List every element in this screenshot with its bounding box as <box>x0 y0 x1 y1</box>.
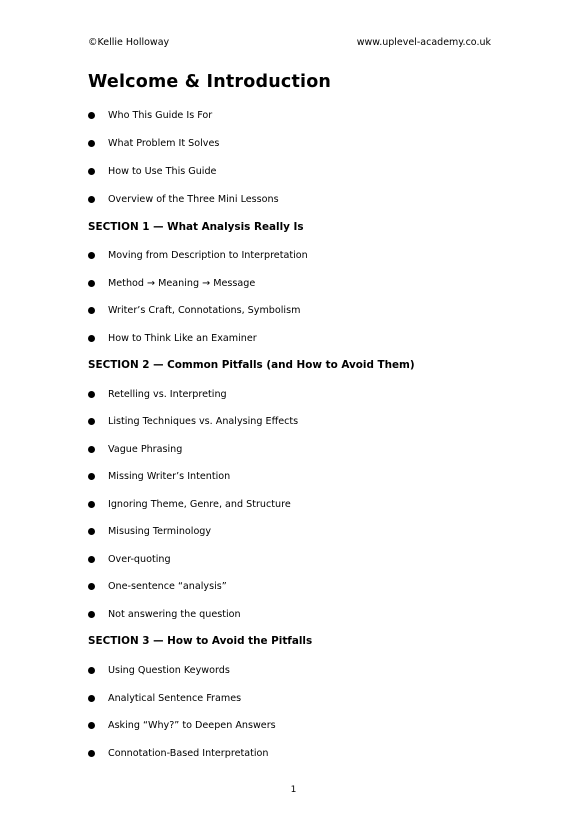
list-item-text: Writer’s Craft, Connotations, Symbolism <box>108 305 301 316</box>
list-item-text: Over-quoting <box>108 554 171 565</box>
list-item-text: Not answering the question <box>108 609 241 620</box>
section-2-heading: SECTION 2 — Common Pitfalls (and How to Avoid Them) <box>88 359 415 371</box>
list-item-text: Who This Guide Is For <box>108 110 213 121</box>
bullet-icon <box>88 252 95 259</box>
list-item-text: Ignoring Theme, Genre, and Structure <box>108 499 291 510</box>
list-item-text: Analytical Sentence Frames <box>108 693 242 704</box>
bullet-icon <box>88 667 95 674</box>
bullet-icon <box>88 418 95 425</box>
list-item-text: Connotation-Based Interpretation <box>108 748 269 759</box>
bullet-icon <box>88 307 95 314</box>
header-website: www.uplevel-academy.co.uk <box>356 37 491 48</box>
list-item-text: One-sentence “analysis” <box>108 581 227 592</box>
bullet-icon <box>88 750 95 757</box>
header-author: ©Kellie Holloway <box>88 37 170 48</box>
list-item-text: Method → Meaning → Message <box>108 278 256 289</box>
list-item-text: How to Think Like an Examiner <box>108 333 257 344</box>
list-item-text: How to Use This Guide <box>108 166 217 177</box>
list-item-text: What Problem It Solves <box>108 138 220 149</box>
page-title: Welcome & Introduction <box>88 72 332 92</box>
bullet-icon <box>88 528 95 535</box>
list-item-text: Missing Writer’s Intention <box>108 471 231 482</box>
bullet-icon <box>88 473 95 480</box>
list-item-text: Asking “Why?” to Deepen Answers <box>108 720 276 731</box>
bullet-icon <box>88 446 95 453</box>
bullet-icon <box>88 695 95 702</box>
bullet-icon <box>88 391 95 398</box>
bullet-icon <box>88 722 95 729</box>
bullet-icon <box>88 168 95 175</box>
section-3-heading: SECTION 3 — How to Avoid the Pitfalls <box>88 635 313 647</box>
page-number: 1 <box>290 785 297 795</box>
list-item-text: Listing Techniques vs. Analysing Effects <box>108 416 299 427</box>
list-item-text: Misusing Terminology <box>108 526 212 537</box>
bullet-icon <box>88 611 95 618</box>
bullet-icon <box>88 556 95 563</box>
section-1-heading: SECTION 1 — What Analysis Really Is <box>88 221 304 233</box>
list-item-text: Using Question Keywords <box>108 665 230 676</box>
list-item-text: Overview of the Three Mini Lessons <box>108 194 279 205</box>
bullet-icon <box>88 583 95 590</box>
bullet-icon <box>88 501 95 508</box>
list-item-text: Vague Phrasing <box>108 444 183 455</box>
bullet-icon <box>88 140 95 147</box>
list-item-text: Moving from Description to Interpretation <box>108 250 308 261</box>
bullet-icon <box>88 335 95 342</box>
bullet-icon <box>88 112 95 119</box>
bullet-icon <box>88 280 95 287</box>
list-item-text: Retelling vs. Interpreting <box>108 389 227 400</box>
bullet-icon <box>88 196 95 203</box>
